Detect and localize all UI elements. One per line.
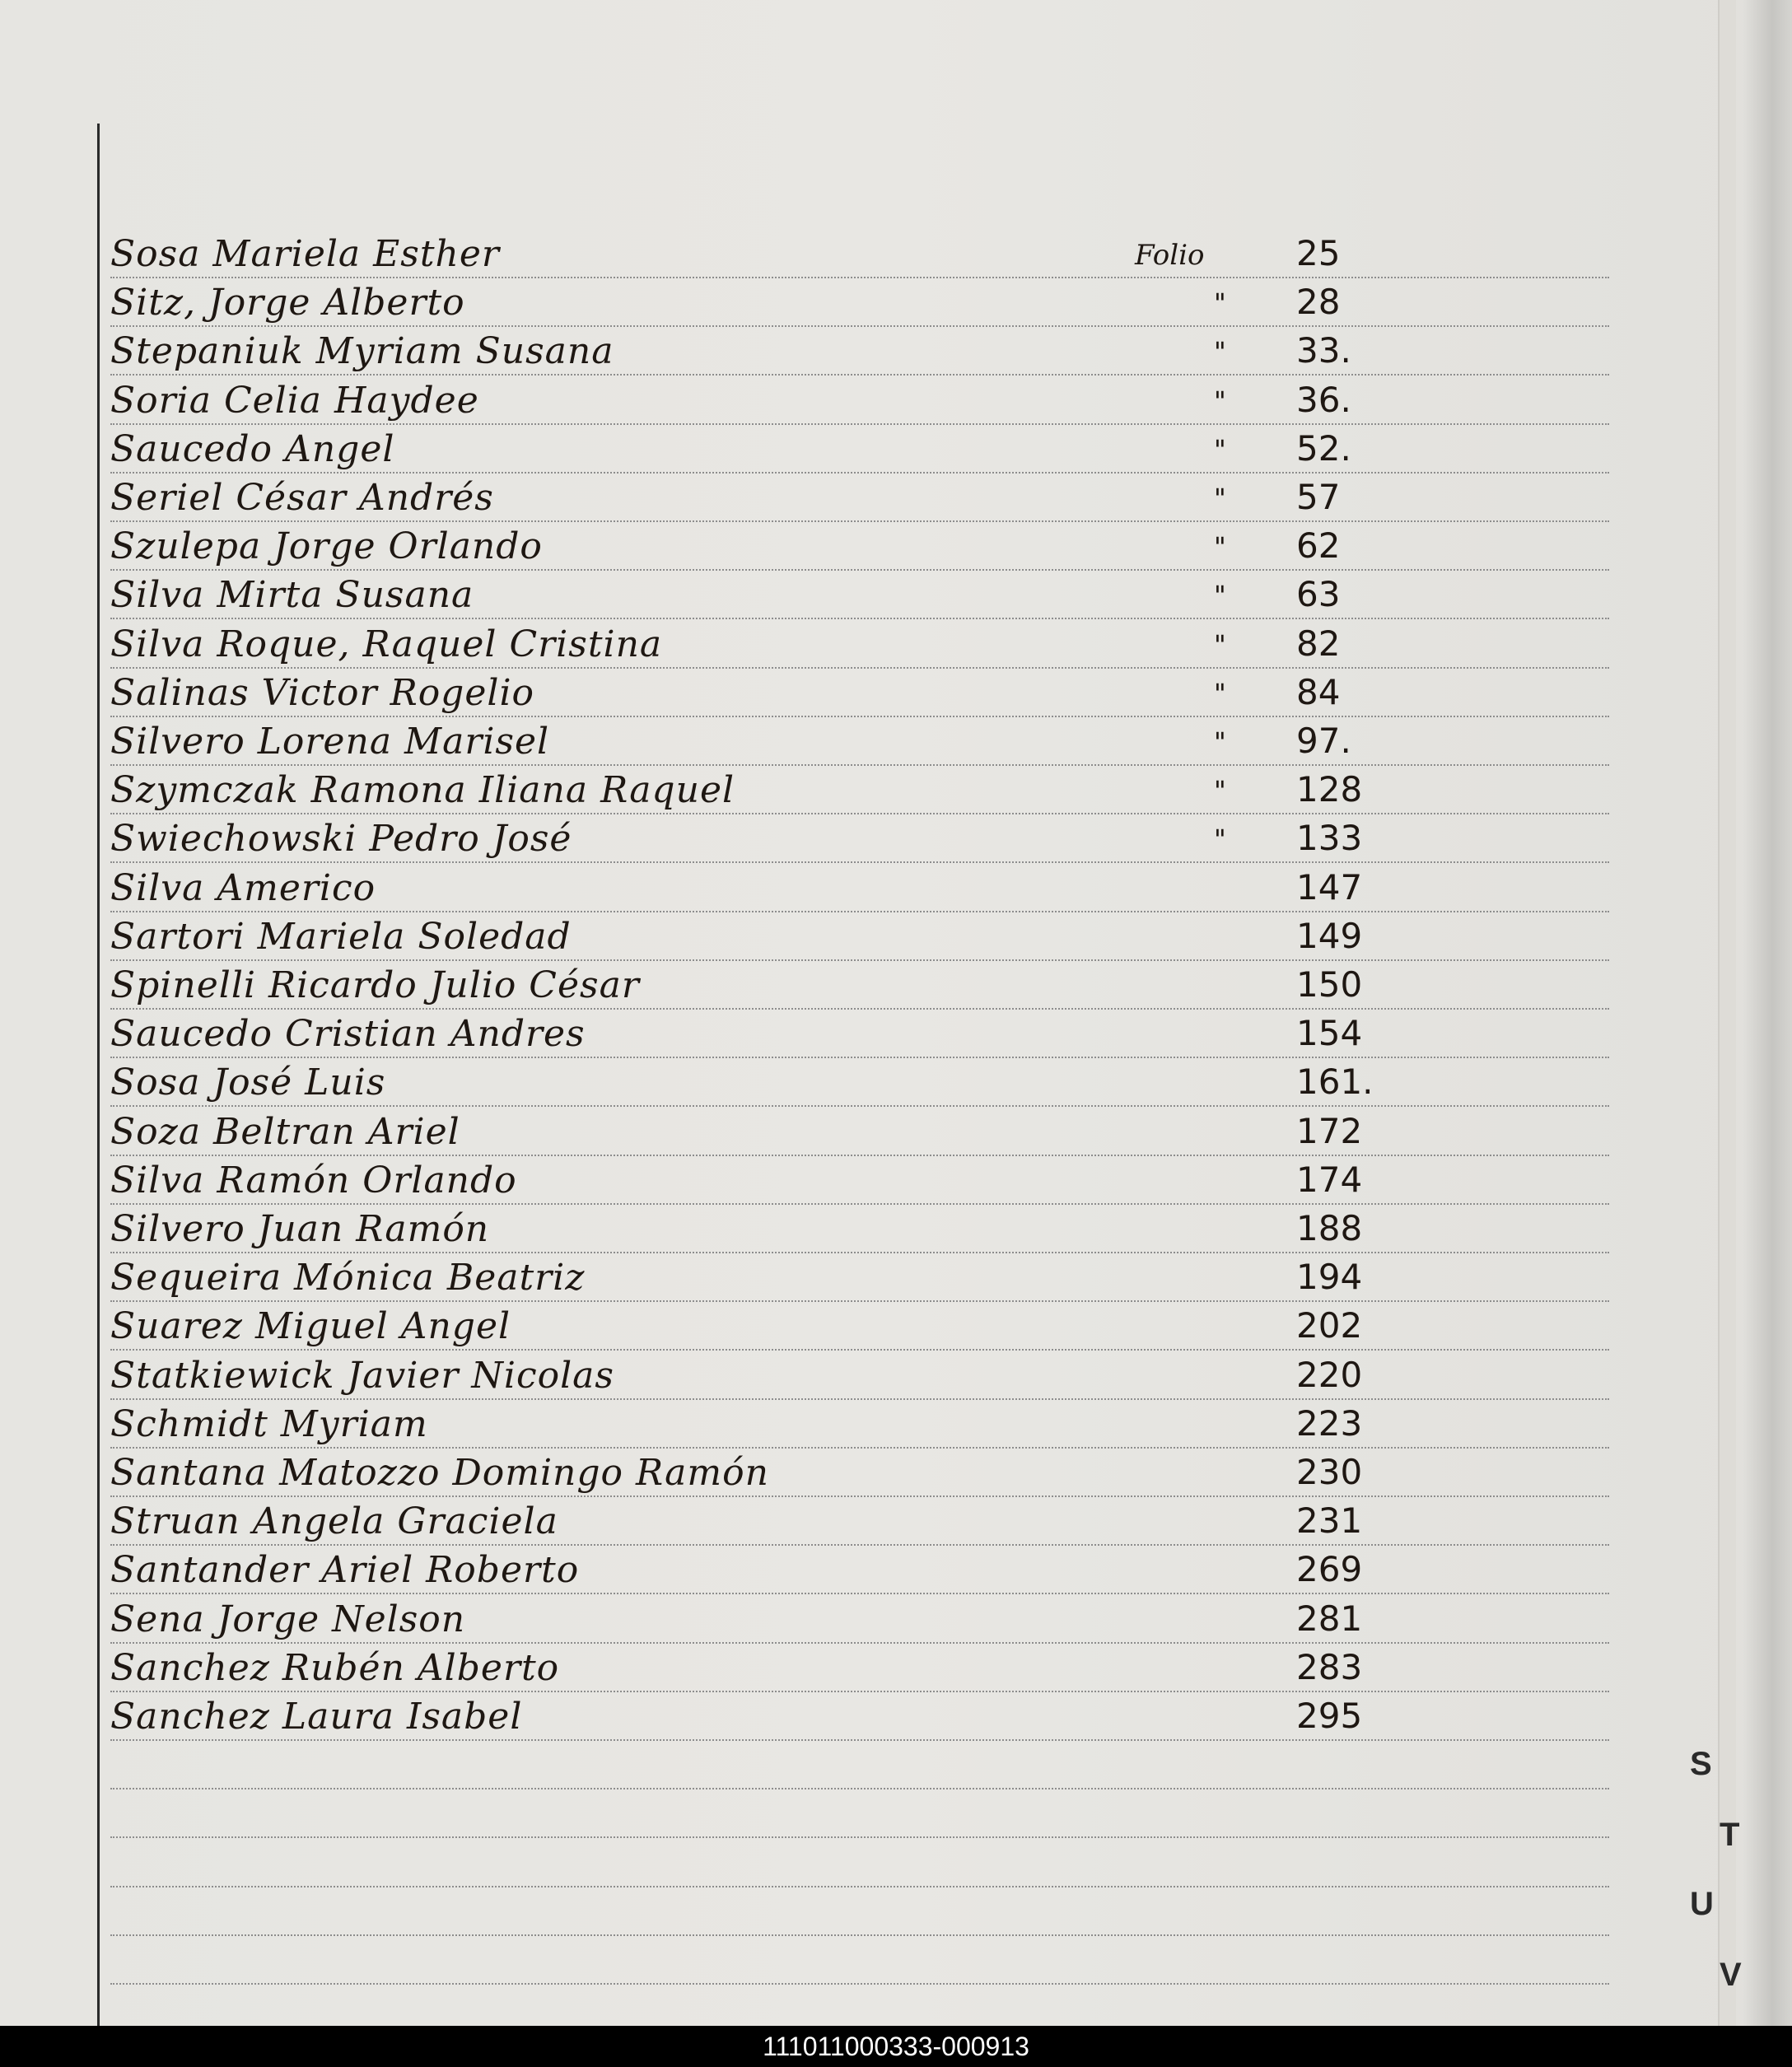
entry-name: Suarez Miguel Angel — [110, 1305, 511, 1348]
entry-folio: 188 — [1296, 1208, 1363, 1248]
entry-folio: 154 — [1296, 1013, 1363, 1054]
ledger-entry — [110, 1545, 1609, 1594]
entry-folio: 230 — [1296, 1452, 1363, 1492]
entry-name: Spinelli Ricardo Julio César — [110, 964, 640, 1006]
ledger-entry — [110, 1496, 1609, 1546]
entry-folio: 231 — [1296, 1500, 1363, 1542]
ledger-entry — [110, 473, 1609, 522]
ditto-mark: " — [1214, 628, 1226, 660]
entry-name: Szymczak Ramona Iliana Raquel — [110, 769, 735, 812]
entry-name: Santander Ariel Roberto — [110, 1549, 580, 1592]
entry-folio: 149 — [1296, 915, 1363, 956]
ledger-entry — [110, 716, 1609, 766]
entry-folio: 97. — [1296, 721, 1351, 761]
ledger-entry — [110, 424, 1609, 474]
ledger-entry — [110, 1155, 1609, 1205]
entry-folio: 128 — [1296, 769, 1363, 810]
entry-folio: 194 — [1296, 1257, 1363, 1298]
entry-folio: 33. — [1296, 330, 1351, 371]
entry-folio: 223 — [1296, 1402, 1363, 1444]
ditto-mark: " — [1214, 483, 1226, 514]
folio-header: Folio — [1135, 239, 1205, 272]
ledger-entry — [110, 960, 1609, 1010]
entry-folio: 295 — [1296, 1696, 1363, 1736]
entry-name: Salinas Victor Rogelio — [110, 671, 535, 714]
ditto-mark: " — [1214, 677, 1226, 709]
ledger-entry — [110, 1009, 1609, 1058]
ledger-entry — [110, 1253, 1609, 1302]
entry-name: Statkiewick Javier Nicolas — [110, 1354, 614, 1397]
empty-ruled-line — [110, 1740, 1609, 1789]
entry-folio: 202 — [1296, 1305, 1363, 1346]
ditto-mark: " — [1214, 287, 1226, 320]
ditto-mark: " — [1214, 531, 1226, 563]
entry-name: Seriel César Andrés — [110, 477, 494, 519]
ledger-entry — [110, 765, 1609, 814]
ledger-entry — [110, 1643, 1609, 1692]
ledger-entry — [110, 863, 1609, 912]
ditto-mark: " — [1214, 580, 1226, 612]
ledger-entry — [110, 619, 1609, 669]
index-tab-letter: T — [1720, 1817, 1740, 1853]
ledger-entry — [110, 1351, 1609, 1400]
entry-folio: 25 — [1296, 233, 1341, 273]
entry-folio: 220 — [1296, 1354, 1363, 1395]
entry-name: Stepaniuk Myriam Susana — [110, 330, 614, 373]
empty-ruled-line — [110, 1935, 1609, 1985]
entry-name: Swiechowski Pedro José — [110, 818, 572, 861]
empty-ruled-line — [110, 1838, 1609, 1887]
entry-name: Sequeira Mónica Beatriz — [110, 1257, 586, 1299]
entry-folio: 57 — [1296, 477, 1341, 517]
ledger-entry — [110, 1594, 1609, 1644]
entry-name: Sartori Mariela Soledad — [110, 915, 572, 958]
ledger-entry — [110, 229, 1609, 278]
entry-name: Sanchez Rubén Alberto — [110, 1646, 560, 1689]
entry-folio: 281 — [1296, 1598, 1363, 1639]
ditto-mark: " — [1214, 336, 1226, 368]
document-id: 111011000333-000913 — [0, 2026, 1792, 2067]
entry-name: Silvero Lorena Marisel — [110, 721, 550, 763]
entry-name: Saucedo Cristian Andres — [110, 1013, 586, 1056]
entry-name: Schmidt Myriam — [110, 1402, 428, 1445]
ledger-entry — [110, 1691, 1609, 1741]
entry-name: Soza Beltran Ariel — [110, 1110, 460, 1153]
entry-name: Sena Jorge Nelson — [110, 1598, 466, 1640]
empty-ruled-line — [110, 1789, 1609, 1838]
ledger-entry — [110, 1107, 1609, 1156]
ledger-entry — [110, 814, 1609, 863]
entry-name: Silva Ramón Orlando — [110, 1159, 517, 1201]
entry-name: Silva Mirta Susana — [110, 574, 474, 617]
entry-name: Sosa Mariela Esther — [110, 233, 500, 275]
entry-folio: 28 — [1296, 282, 1341, 323]
entry-name: Silvero Juan Ramón — [110, 1208, 490, 1250]
ledger-entry — [110, 570, 1609, 619]
entry-folio: 150 — [1296, 964, 1363, 1005]
entry-folio: 84 — [1296, 671, 1341, 712]
entry-name: Saucedo Angel — [110, 427, 395, 470]
entry-name: Silva Roque, Raquel Cristina — [110, 623, 663, 665]
entry-name: Soria Celia Haydee — [110, 379, 479, 422]
ditto-mark: " — [1214, 775, 1226, 807]
entry-folio: 174 — [1296, 1159, 1363, 1200]
ditto-mark: " — [1214, 824, 1226, 856]
ledger-entry — [110, 668, 1609, 717]
entry-folio: 161. — [1296, 1061, 1374, 1103]
entry-name: Szulepa Jorge Orlando — [110, 525, 543, 568]
ledger-entry — [110, 1301, 1609, 1351]
ledger-entry — [110, 1057, 1609, 1107]
entry-name: Sanchez Laura Isabel — [110, 1696, 523, 1738]
ledger-entry — [110, 912, 1609, 961]
ledger-entry — [110, 1399, 1609, 1449]
ditto-mark: " — [1214, 433, 1226, 465]
entry-name: Sitz, Jorge Alberto — [110, 282, 465, 324]
index-tab-letter: U — [1690, 1886, 1714, 1922]
index-tab-letter: V — [1720, 1957, 1742, 1993]
entry-folio: 36. — [1296, 379, 1351, 420]
entry-name: Sosa José Luis — [110, 1061, 386, 1104]
ledger-entry — [110, 1204, 1609, 1253]
entry-name: Struan Angela Graciela — [110, 1500, 558, 1543]
index-tab-letter: S — [1690, 1746, 1712, 1782]
empty-ruled-line — [110, 1887, 1609, 1936]
ledger-entry — [110, 1448, 1609, 1497]
entry-folio: 133 — [1296, 818, 1363, 859]
entry-folio: 147 — [1296, 866, 1363, 908]
entry-name: Santana Matozzo Domingo Ramón — [110, 1452, 769, 1494]
entry-folio: 62 — [1296, 525, 1341, 567]
ledger-entry — [110, 376, 1609, 425]
ledger-entry — [110, 326, 1609, 376]
ledger-entry — [110, 521, 1609, 571]
entry-name: Silva Americo — [110, 866, 376, 909]
entry-folio: 172 — [1296, 1110, 1363, 1151]
entry-folio: 283 — [1296, 1646, 1363, 1687]
entry-folio: 63 — [1296, 574, 1341, 615]
ditto-mark: " — [1214, 726, 1226, 758]
entry-folio: 52. — [1296, 427, 1351, 469]
ditto-mark: " — [1214, 385, 1226, 417]
ledger-entry — [110, 278, 1609, 327]
entry-folio: 82 — [1296, 623, 1341, 664]
entry-folio: 269 — [1296, 1549, 1363, 1590]
